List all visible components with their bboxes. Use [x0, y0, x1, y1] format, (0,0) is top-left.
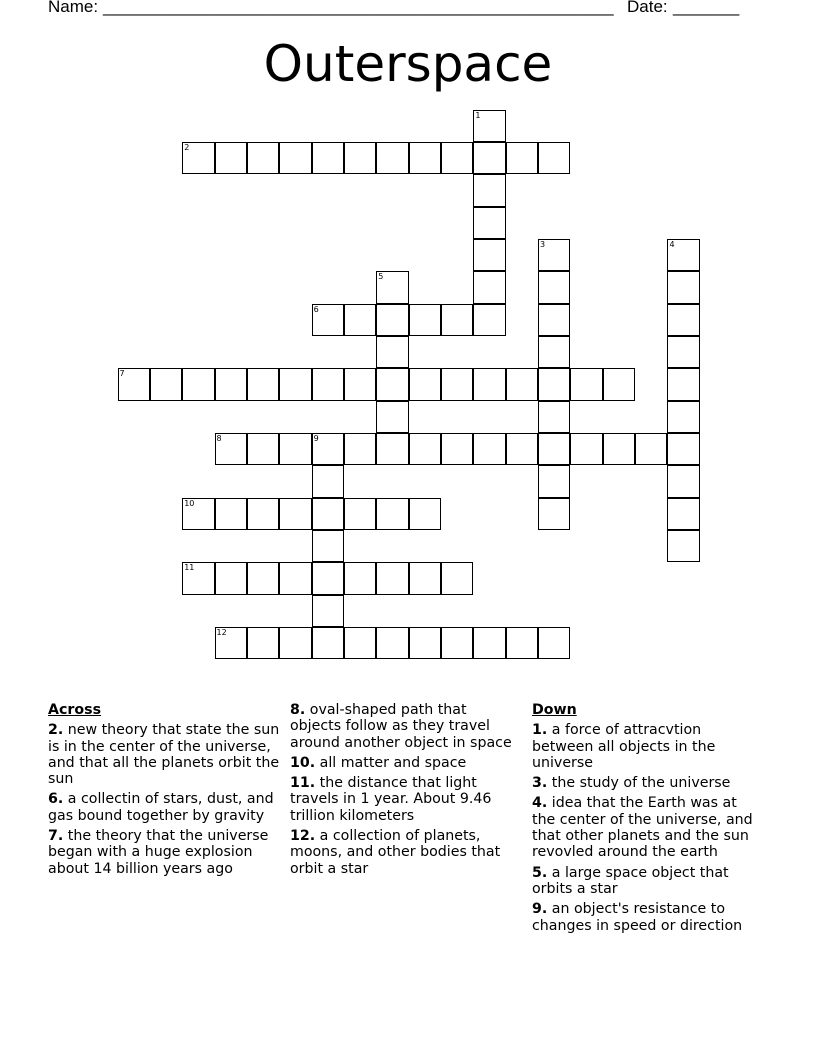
crossword-cell[interactable] [247, 433, 279, 465]
clue-item [290, 702, 522, 751]
clue-item-number: 3. [532, 775, 548, 792]
crossword-cell[interactable] [312, 627, 344, 659]
crossword-cell[interactable] [473, 174, 505, 206]
crossword-cell[interactable] [473, 433, 505, 465]
date-field[interactable]: _______ [673, 0, 740, 16]
clue-item [532, 795, 764, 860]
crossword-cell[interactable] [538, 627, 570, 659]
clue-number: 12 [216, 628, 227, 638]
crossword-cell[interactable] [376, 433, 408, 465]
crossword-cell[interactable] [215, 562, 247, 594]
crossword-cell[interactable] [409, 498, 441, 530]
clue-number: 6 [313, 304, 319, 314]
crossword-cell[interactable] [409, 142, 441, 174]
clue-item [290, 828, 522, 877]
clue-number: 2 [184, 142, 190, 152]
crossword-cell[interactable] [344, 498, 376, 530]
clue-item-text: a force of attracvtion between all objects in the universe [532, 722, 716, 771]
crossword-cell[interactable] [215, 498, 247, 530]
crossword-cell[interactable] [376, 498, 408, 530]
clue-number: 8 [216, 434, 222, 443]
crossword-cell[interactable] [667, 304, 699, 336]
clue-item-number: 8. [290, 702, 306, 718]
crossword-cell[interactable] [118, 368, 150, 400]
crossword-cell[interactable] [409, 368, 441, 400]
crossword-cell[interactable] [603, 368, 635, 400]
crossword-cell[interactable] [312, 433, 344, 465]
crossword-cell[interactable] [473, 207, 505, 239]
crossword-cell[interactable] [506, 433, 538, 465]
crossword-cell[interactable] [409, 433, 441, 465]
crossword-cell[interactable] [667, 368, 699, 400]
crossword-cell[interactable] [538, 239, 570, 271]
clue-number: 5 [378, 272, 384, 282]
clue-item-text: the study of the universe [547, 775, 731, 792]
clue-item-number: 7. [48, 828, 64, 845]
crossword-cell[interactable] [441, 433, 473, 465]
crossword-cell[interactable] [279, 142, 311, 174]
crossword-cell[interactable] [344, 368, 376, 400]
crossword-cell[interactable] [667, 433, 699, 465]
clue-item-number: 9. [532, 901, 548, 918]
clue-item [48, 791, 280, 824]
crossword-cell[interactable] [667, 239, 699, 271]
clue-item [532, 775, 764, 791]
crossword-cell[interactable] [441, 562, 473, 594]
crossword-cell[interactable] [312, 465, 344, 497]
crossword-cell[interactable] [441, 304, 473, 336]
crossword-cell[interactable] [667, 271, 699, 303]
across-clue-list [48, 722, 280, 877]
clue-number: 4 [669, 239, 675, 249]
crossword-cell[interactable] [376, 368, 408, 400]
crossword-cell[interactable] [247, 627, 279, 659]
crossword-cell[interactable] [344, 562, 376, 594]
crossword-cell[interactable] [247, 562, 279, 594]
crossword-cell[interactable] [344, 627, 376, 659]
clue-number: 7 [119, 369, 125, 379]
crossword-cell[interactable] [473, 110, 505, 142]
crossword-cell[interactable] [279, 498, 311, 530]
clue-item-text: all matter and space [315, 754, 467, 771]
crossword-cell[interactable] [215, 627, 247, 659]
crossword-cell[interactable] [473, 271, 505, 303]
across-heading: Across [48, 702, 102, 718]
crossword-cell[interactable] [312, 142, 344, 174]
clue-item-number: 10. [290, 754, 316, 771]
across-clue-list-continued [290, 702, 522, 877]
clue-item-number: 2. [48, 722, 64, 739]
crossword-cell[interactable] [376, 271, 408, 303]
clue-item-number: 4. [532, 795, 548, 812]
crossword-cell[interactable] [538, 271, 570, 303]
crossword-cell[interactable] [376, 142, 408, 174]
crossword-cell[interactable] [150, 368, 182, 400]
crossword-cell[interactable] [570, 368, 602, 400]
crossword-cell[interactable] [441, 627, 473, 659]
clue-item [532, 722, 764, 771]
clue-item-number: 12. [290, 828, 316, 845]
crossword-cell[interactable] [667, 465, 699, 497]
clue-item-number: 1. [532, 722, 548, 739]
crossword-cell[interactable] [279, 627, 311, 659]
crossword-cell[interactable] [247, 368, 279, 400]
name-label: Name: [48, 0, 99, 16]
crossword-cell[interactable] [312, 530, 344, 562]
crossword-cell[interactable] [667, 336, 699, 368]
crossword-cell[interactable] [538, 304, 570, 336]
crossword-cell[interactable] [441, 142, 473, 174]
clue-item [532, 901, 764, 934]
clue-item-number: 5. [532, 864, 548, 881]
crossword-cell[interactable] [182, 368, 214, 400]
crossword-cell[interactable] [409, 562, 441, 594]
crossword-cell[interactable] [538, 368, 570, 400]
crossword-cell[interactable] [376, 562, 408, 594]
clue-item-number: 6. [48, 791, 64, 808]
down-clue-list [532, 722, 764, 934]
clue-number: 10 [184, 498, 195, 508]
clue-item-text: idea that the Earth was at the center of the universe, and that other planets and the sun revovled around the earth [532, 795, 753, 861]
down-heading: Down [532, 702, 577, 718]
crossword-cell[interactable] [667, 401, 699, 433]
clue-number: 11 [184, 563, 195, 573]
crossword-cell[interactable] [473, 142, 505, 174]
clue-item [48, 722, 280, 787]
crossword-cell[interactable] [603, 433, 635, 465]
crossword-cell[interactable] [538, 465, 570, 497]
crossword-cell[interactable] [312, 368, 344, 400]
crossword-cell[interactable] [247, 142, 279, 174]
crossword-cell[interactable] [441, 368, 473, 400]
crossword-cell[interactable] [506, 627, 538, 659]
clue-number: 1 [475, 110, 481, 120]
crossword-cell[interactable] [215, 368, 247, 400]
crossword-cell[interactable] [279, 562, 311, 594]
crossword-cell[interactable] [182, 142, 214, 174]
clue-number: 9 [313, 434, 319, 443]
crossword-cell[interactable] [344, 433, 376, 465]
clue-item [532, 865, 764, 898]
crossword-cell[interactable] [409, 304, 441, 336]
clue-item-text: the distance that light travels in 1 year. About 9.46 trillion kilometers [290, 775, 492, 824]
crossword-cell[interactable] [279, 368, 311, 400]
crossword-cell[interactable] [279, 433, 311, 465]
name-field[interactable]: ______________________________________________________ [103, 0, 614, 16]
crossword-cell[interactable] [506, 142, 538, 174]
clues-down-column [532, 702, 764, 938]
crossword-cell[interactable] [570, 433, 602, 465]
clues-across-continued-column [290, 702, 522, 881]
crossword-cell[interactable] [182, 498, 214, 530]
clues-across-column [48, 702, 280, 881]
clue-item [48, 828, 280, 877]
crossword-cell[interactable] [538, 401, 570, 433]
crossword-cell[interactable] [376, 401, 408, 433]
crossword-cell[interactable] [635, 433, 667, 465]
crossword-cell[interactable] [473, 239, 505, 271]
crossword-cell[interactable] [344, 304, 376, 336]
clue-item [290, 755, 522, 771]
crossword-cell[interactable] [215, 142, 247, 174]
crossword-cell[interactable] [473, 627, 505, 659]
page-title: Outerspace [263, 35, 553, 93]
crossword-cell[interactable] [473, 304, 505, 336]
crossword-cell[interactable] [247, 498, 279, 530]
crossword-cell[interactable] [473, 368, 505, 400]
crossword-cell[interactable] [667, 498, 699, 530]
crossword-cell[interactable] [312, 304, 344, 336]
date-label: Date: [627, 0, 668, 16]
clue-item-number: 11. [290, 775, 316, 792]
crossword-cell[interactable] [538, 433, 570, 465]
crossword-cell[interactable] [182, 562, 214, 594]
crossword-cell[interactable] [376, 336, 408, 368]
crossword-cell[interactable] [538, 336, 570, 368]
crossword-cell[interactable] [667, 530, 699, 562]
clue-item-text: new theory that state the sun is in the center of the universe, and that all the planets orbit the sun [48, 722, 280, 788]
crossword-cell[interactable] [312, 595, 344, 627]
crossword-cell[interactable] [506, 368, 538, 400]
clue-item-text: a collection of planets, moons, and other bodies that orbit a star [290, 828, 501, 877]
clue-item-text: a large space object that orbits a star [532, 864, 729, 897]
crossword-cell[interactable] [312, 562, 344, 594]
crossword-cell[interactable] [344, 142, 376, 174]
crossword-cell[interactable] [409, 627, 441, 659]
clue-item-text: oval-shaped path that objects follow as they travel around another object in space [290, 702, 512, 751]
crossword-cell[interactable] [215, 433, 247, 465]
clue-item-text: the theory that the universe began with a huge explosion about 14 billion years ago [48, 828, 269, 877]
crossword-cell[interactable] [376, 627, 408, 659]
crossword-cell[interactable] [538, 498, 570, 530]
clue-item [290, 775, 522, 824]
clue-item-text: an object's resistance to changes in speed or direction [532, 901, 743, 934]
crossword-cell[interactable] [376, 304, 408, 336]
crossword-cell[interactable] [312, 498, 344, 530]
clue-item-text: a collectin of stars, dust, and gas bound together by gravity [48, 791, 274, 824]
clue-number: 3 [540, 239, 546, 249]
crossword-cell[interactable] [538, 142, 570, 174]
